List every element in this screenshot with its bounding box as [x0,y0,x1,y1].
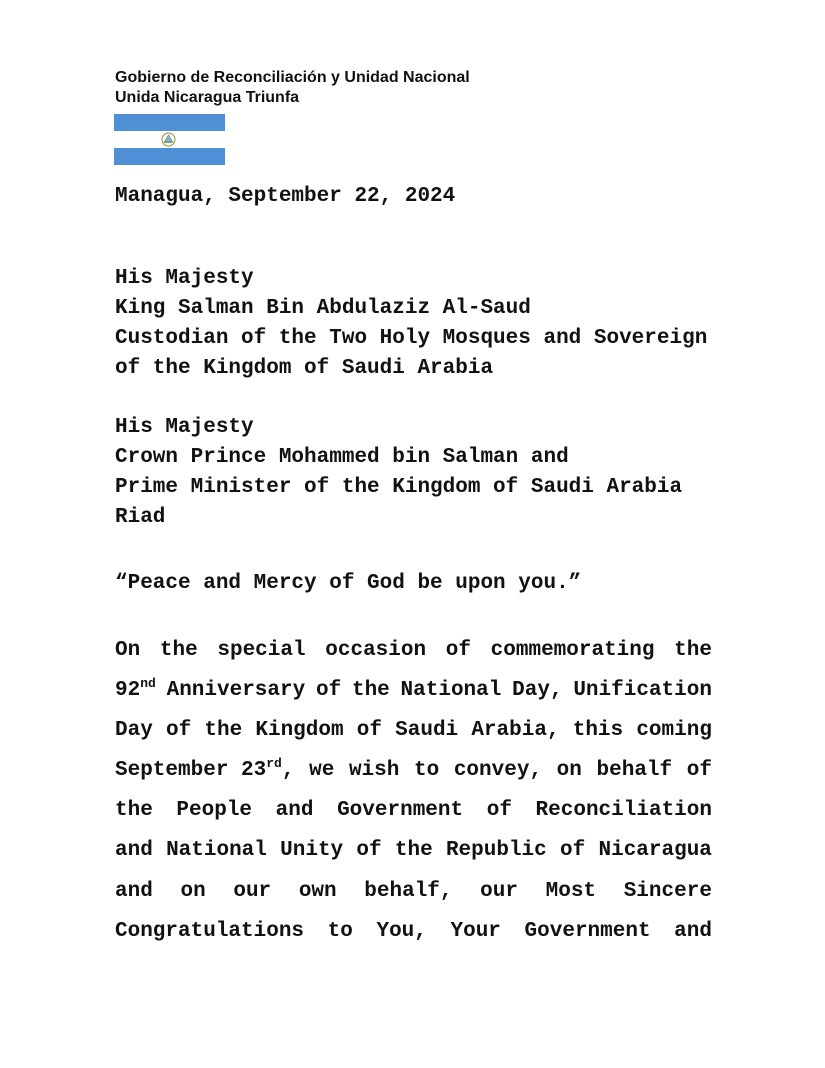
body-word: occasion [325,639,427,662]
body-word: and [115,879,153,903]
recipient-prince-role: Prime Minister of the Kingdom of Saudi Arabia [115,476,683,499]
body-word: Anniversary [166,679,306,703]
body-word: On [115,639,141,662]
body-word: Government [524,919,651,943]
body-word: behalf, [364,879,453,903]
body-word: National [166,839,267,863]
body-word: own [298,879,337,903]
body-word: special [217,639,306,662]
body-word: Saudi [395,719,459,743]
recipient-king-role-cont: of the Kingdom of Saudi Arabia [115,357,494,380]
body-word: Congratulations [115,919,305,943]
body-word: to [413,759,440,783]
body-word: the [159,639,198,662]
body-word: we [309,759,335,783]
body-line [115,836,712,876]
body-word: and [275,799,314,823]
body-word: the [394,839,433,863]
body-word: Government [337,799,464,823]
body-word: People [176,799,253,823]
body-line [115,716,712,756]
body-line [115,917,712,957]
body-paragraph [115,636,712,957]
body-word: National [400,679,502,703]
body-word: wish [348,759,400,783]
body-line [115,877,712,917]
body-word: Unification [573,679,712,703]
body-word: Arabia, [471,719,560,743]
recipient-prince-title: His Majesty [115,416,254,439]
letter-date: Managua, September 22, 2024 [115,185,456,208]
body-word: behalf [596,759,673,783]
body-word: You, [376,919,427,943]
body-word: the [204,719,243,743]
body-word: to [327,919,353,943]
recipient-crown-prince [115,413,682,533]
body-word: commemorating [490,639,655,662]
body-word: our [480,879,518,903]
nicaragua-flag-icon [114,114,225,165]
recipient-king [115,264,707,384]
body-word: Unity [280,839,344,863]
recipient-king-role: Custodian of the Two Holy Mosques and Sovereign [115,327,708,350]
body-word: of [560,839,586,863]
body-word: Reconciliation [535,799,712,823]
body-word: on [556,759,582,783]
letterhead-government-name: Gobierno de Reconciliación y Unidad Nacional [115,69,470,86]
body-word: of [165,719,192,743]
body-word: convey, [453,759,543,783]
body-word: Most [545,879,597,903]
body-word: Your [450,919,501,943]
letterhead-slogan: Unida Nicaragua Triunfa [115,89,300,106]
body-line [115,676,712,716]
body-word: Day [115,719,153,743]
body-word: of [486,799,512,823]
recipient-prince-name: Crown Prince Mohammed bin Salman and [115,446,569,469]
body-word: the [351,679,390,703]
body-word: September 23rd, [115,756,295,783]
body-word: coming [636,719,712,743]
body-word: the [674,639,712,662]
body-word: our [233,879,272,903]
body-word: 92nd [115,676,156,703]
body-word: Republic [445,839,547,863]
body-word: Nicaragua [598,839,712,863]
letterhead [115,68,470,108]
body-line [115,796,712,836]
body-word: this [572,719,624,743]
body-word: Kingdom [255,719,344,743]
recipient-city: Riad [115,506,166,529]
recipient-king-name: King Salman Bin Abdulaziz Al-Saud [115,297,531,320]
greeting: “Peace and Mercy of God be upon you.” [115,572,582,595]
coat-of-arms-icon [160,131,177,148]
body-word: the [115,799,153,823]
body-word: and [674,919,712,943]
body-word: of [445,639,471,662]
body-word: on [180,879,206,903]
recipient-king-title: His Majesty [115,267,254,290]
body-word: of [686,759,712,783]
body-word: of [315,679,342,703]
body-line [115,756,712,796]
body-word: of [356,839,382,863]
body-word: and [115,839,153,863]
body-word: of [356,719,382,743]
body-word: Sincere [623,879,712,903]
body-word: Day, [512,679,563,703]
body-line [115,636,712,676]
